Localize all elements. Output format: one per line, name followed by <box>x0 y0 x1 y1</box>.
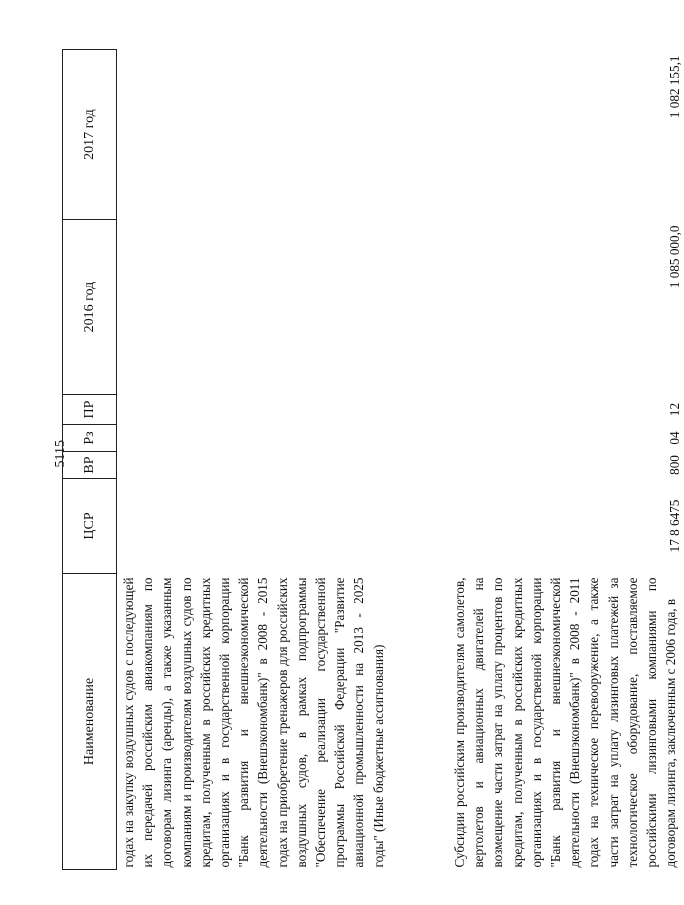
row-vr <box>117 452 449 479</box>
table-header-row <box>63 50 117 870</box>
table-row <box>117 50 449 870</box>
row-2016: 1 085 000,0 <box>667 225 683 289</box>
header-2017: 2017 год <box>63 50 117 220</box>
row-csr: 17 8 6475 <box>667 499 683 553</box>
row-pr <box>117 395 449 425</box>
row-csr <box>117 479 449 574</box>
row-2017 <box>117 50 449 220</box>
header-name: Наименование <box>63 574 117 870</box>
header-rz: Рз <box>63 425 117 452</box>
row-rz <box>117 425 449 452</box>
row-2016 <box>117 220 449 395</box>
header-csr: ЦСР <box>63 479 117 574</box>
row-name: Субсидии российским производителям самолетов, вертолетов и авиационных двигателей на возмещение части затрат на уплату процентов по кредитам, полученным в российских кредитных организациях и в государственной корпорации "Банк развития и внешнеэкономической деятельности (Внешэкономбанк)" в 2008 - 2011 годах на техническое перевооружение, а также части затрат на уплату лизинговых платежей за технологическое оборудование, поставляемое российскими лизинговыми компаниями по договорам лизинга, заключенным с 2006 года, в <box>452 577 679 868</box>
header-vr: ВР <box>63 452 117 479</box>
rotated-table-wrapper <box>62 50 683 870</box>
row-pr: 12 <box>667 402 683 417</box>
header-2016: 2016 год <box>63 220 117 395</box>
row-name: годах на закупку воздушных судов с последующей их передачей российским авиакомпаниям по договорам лизинга (аренды), а также указанным компаниям и производителям воздушных судов по кредитам, полученным в российских кредитных организациях и в государственной корпорации "Банк развития и внешнеэкономической деятельности (Внешэкономбанк)" в 2008 - 2015 годах на приобретение тренажеров для российских воздушных судов, в рамках подпрограммы "Обеспечение реализации государственной программы Российской Федерации "Развитие авиационной промышленности на 2013 - 2025 годы" (Иные бюджетные ассигнования) <box>121 577 386 868</box>
row-rz: 04 <box>667 431 683 445</box>
row-2017: 1 082 155,1 <box>667 55 683 119</box>
budget-table <box>62 49 684 870</box>
header-pr: ПР <box>63 395 117 425</box>
row-vr: 800 <box>667 455 683 475</box>
table-row <box>448 50 684 870</box>
page-number: 5115 <box>53 440 68 468</box>
